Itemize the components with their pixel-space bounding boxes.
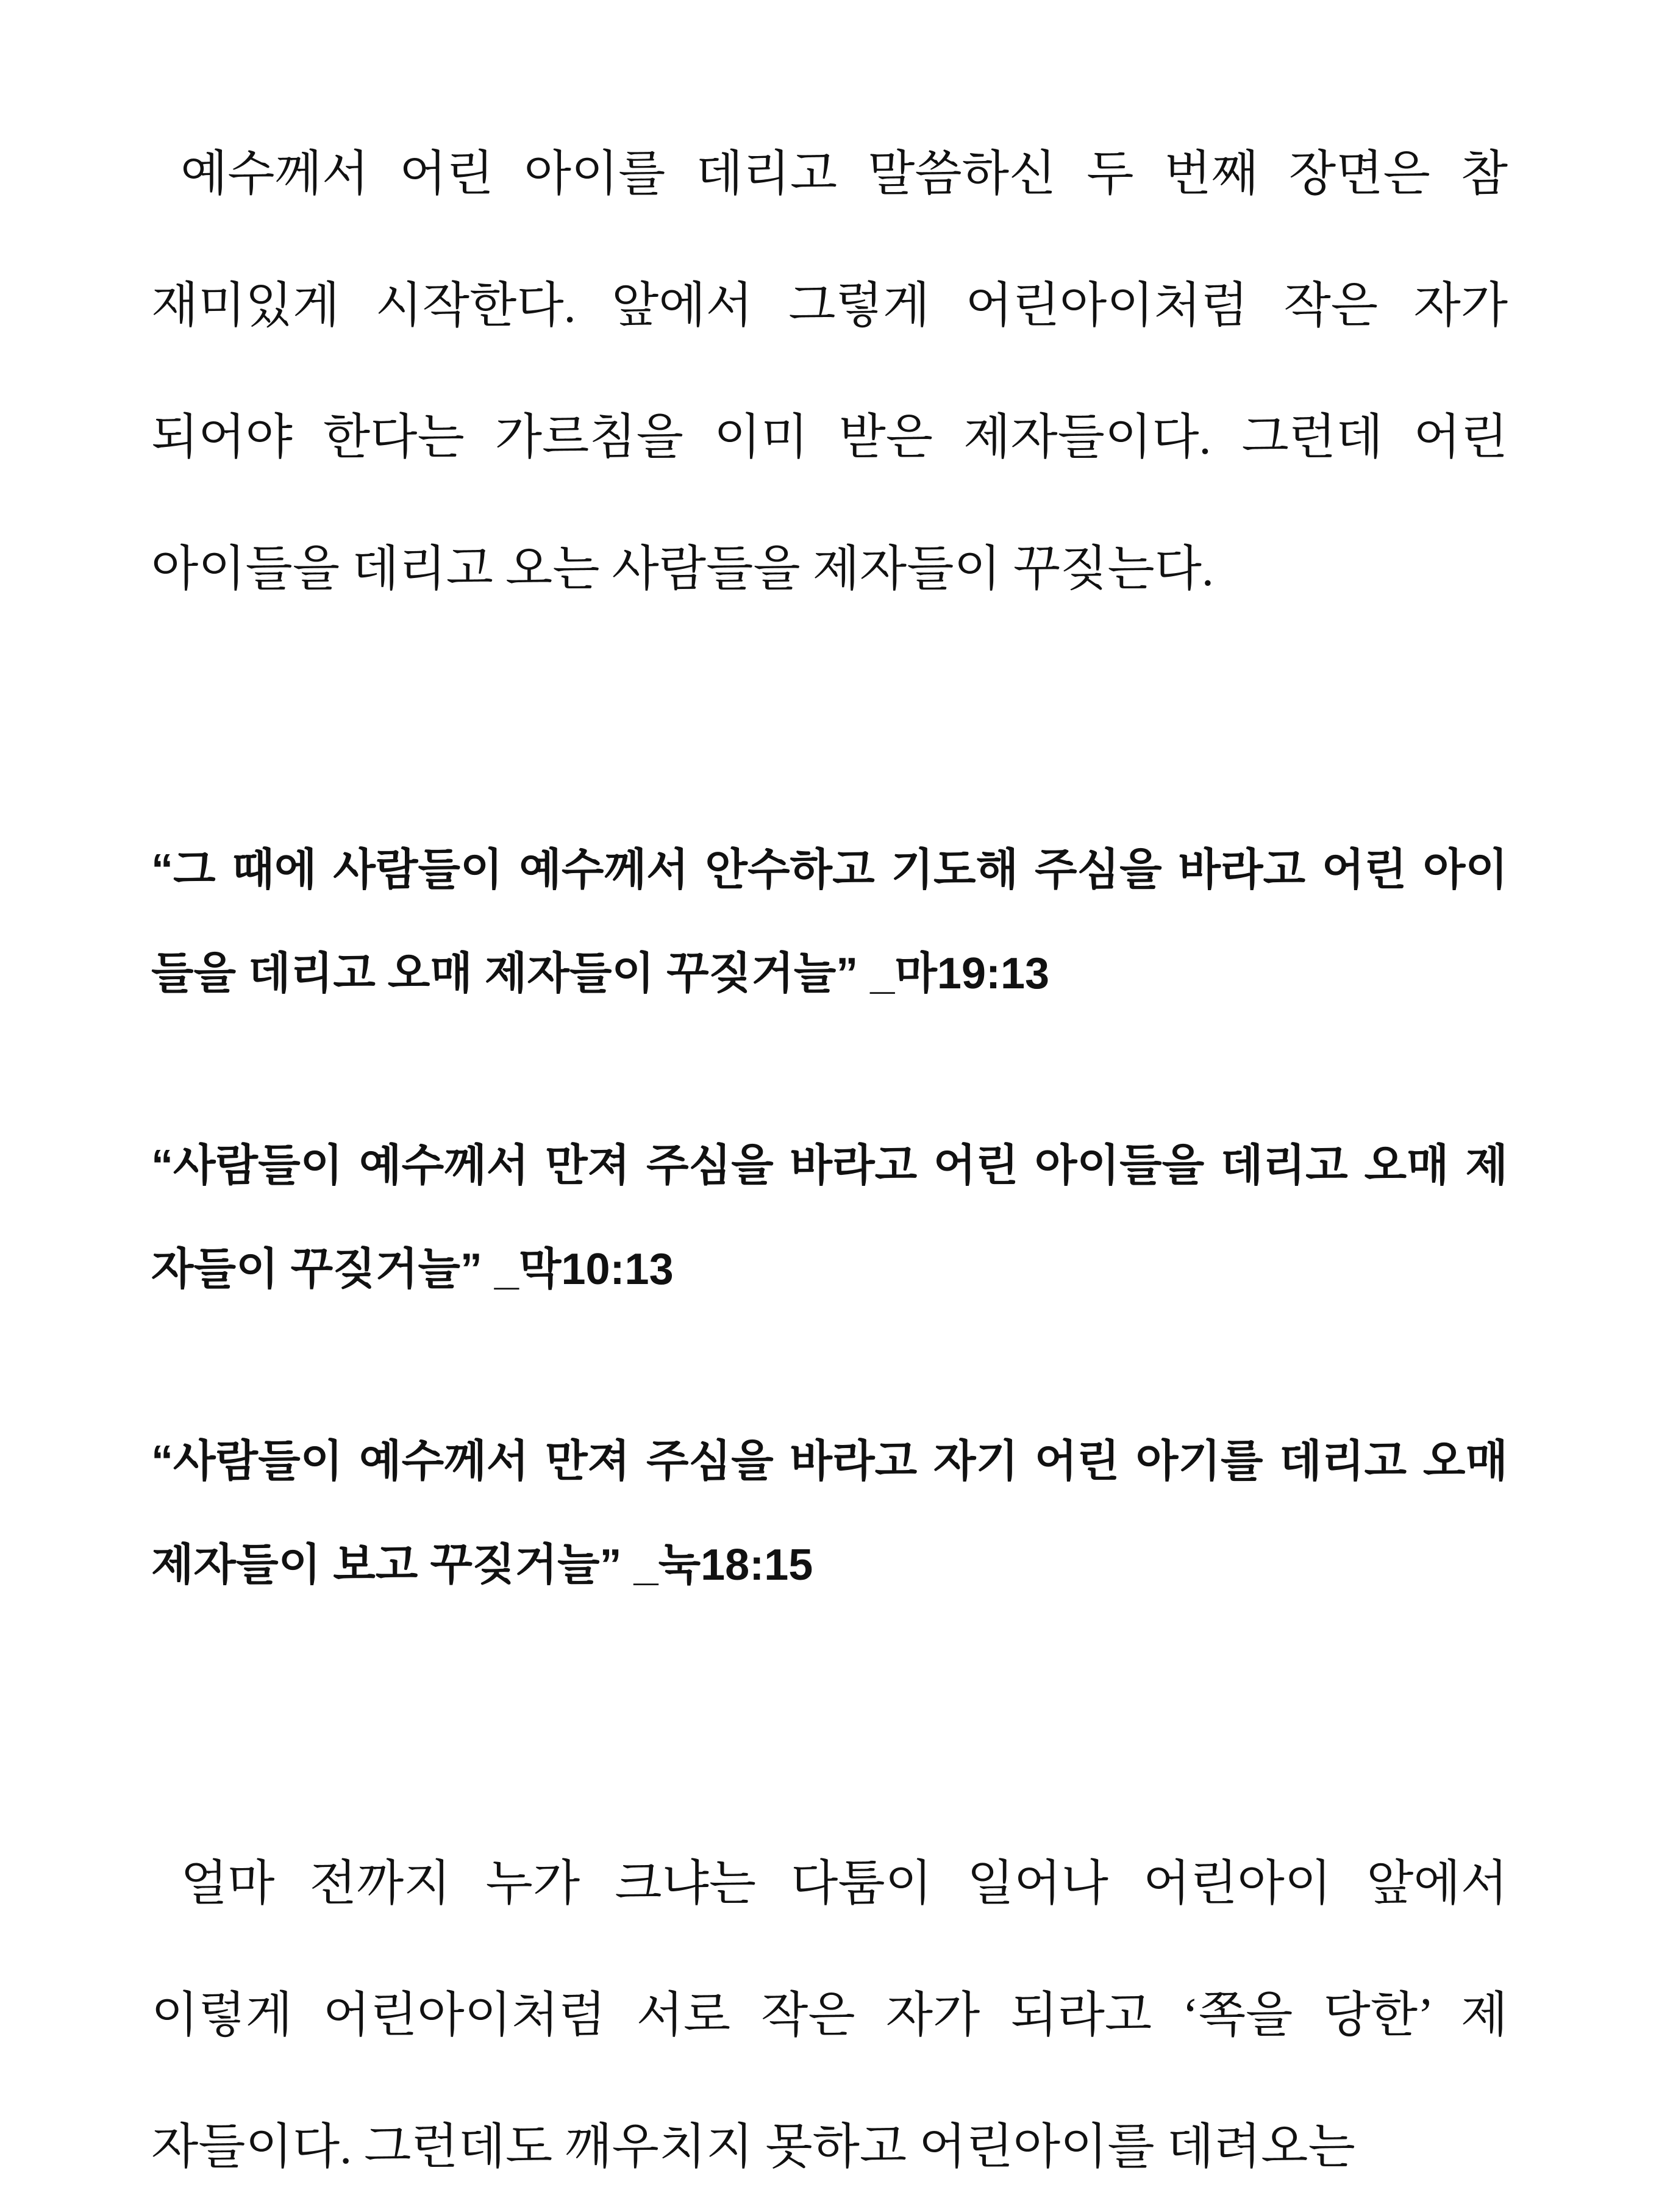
quote-line: “그 때에 사람들이 예수께서 안수하고 기도해 주심을 바라고 어린 아이	[151, 846, 1508, 894]
quote-line: “사람들이 예수께서 만져 주심을 바라고 어린 아이들을 데리고 오매 제	[151, 1141, 1508, 1190]
quote-line: 들을 데리고 오매 제자들이 꾸짖거늘” _마19:13	[151, 949, 1050, 998]
paragraph-line: 아이들을 데리고 오는 사람들을 제자들이 꾸짖는다.	[151, 543, 1214, 596]
closing-paragraph	[151, 1818, 1508, 2212]
paragraph-line: 이렇게 어린아이처럼 서로 작은 자가 되라고 ‘쪽을 당한’ 제	[151, 1989, 1508, 2043]
paragraph-line: 자들이다. 그런데도 깨우치지 못하고 어린아이를 데려오는	[151, 2121, 1355, 2174]
luke-quote	[151, 1410, 1508, 1617]
paragraph-line: 재미있게 시작한다. 앞에서 그렇게 어린아이처럼 작은 자가	[151, 279, 1508, 333]
paragraph-line: 얼마 전까지 누가 크냐는 다툼이 일어나 어린아이 앞에서	[180, 1857, 1508, 1911]
opening-paragraph	[151, 109, 1508, 635]
text-content	[151, 0, 1508, 2212]
mark-quote	[151, 1114, 1508, 1321]
quote-line: “사람들이 예수께서 만져 주심을 바라고 자기 어린 아기를 데리고 오매	[151, 1437, 1508, 1486]
paragraph-line: 예수께서 어린 아이를 데리고 말씀하신 두 번째 장면은 참	[180, 148, 1508, 201]
quote-line: 제자들이 보고 꾸짖거늘” _눅18:15	[151, 1541, 813, 1589]
paragraph-line: 되어야 한다는 가르침을 이미 받은 제자들이다. 그런데 어린	[151, 411, 1508, 465]
matthew-quote	[151, 818, 1508, 1026]
quote-line: 자들이 꾸짖거늘” _막10:13	[151, 1245, 674, 1294]
